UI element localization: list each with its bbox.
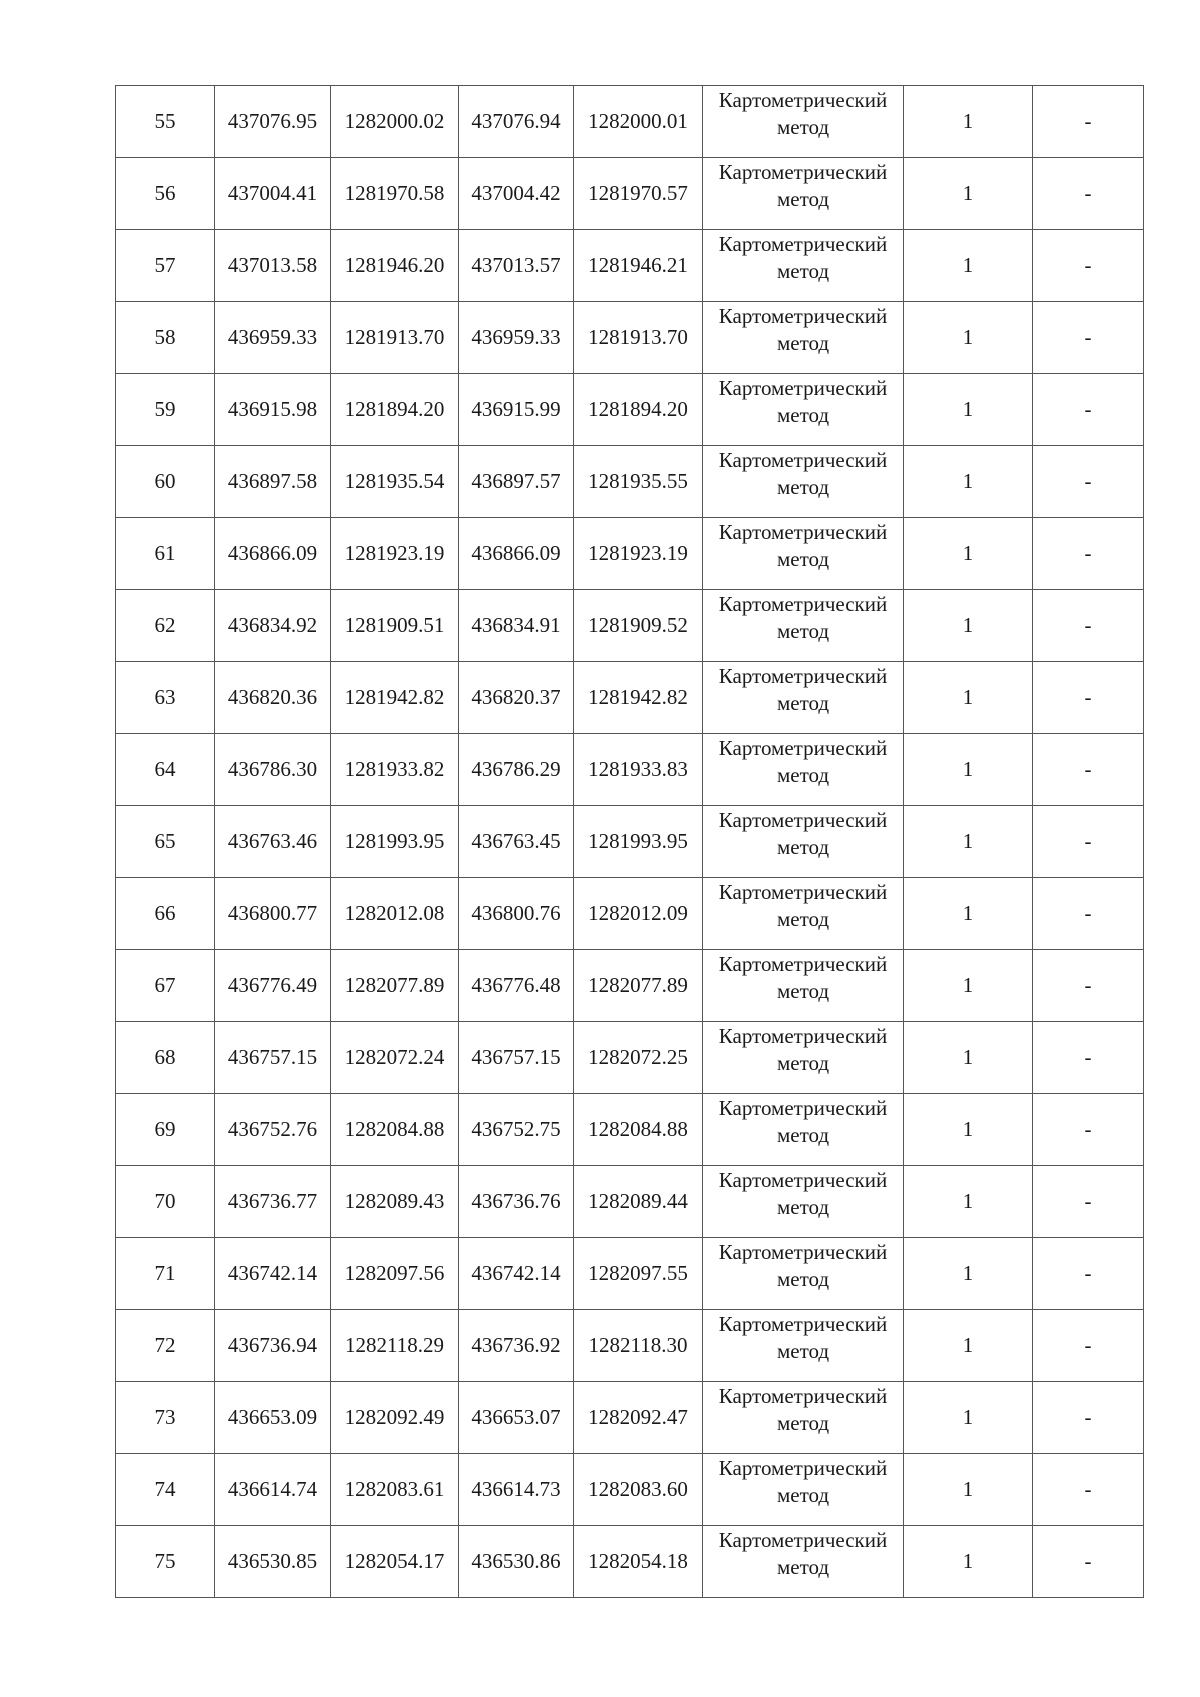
- refined-x-cell: 437013.57: [459, 230, 574, 302]
- table-row: [116, 374, 1144, 446]
- refined-y-cell: 1282092.47: [574, 1382, 703, 1454]
- method-cell: [703, 302, 904, 374]
- method-text-line2: метод: [776, 259, 830, 283]
- method-cell: [703, 518, 904, 590]
- note-cell: -: [1033, 878, 1144, 950]
- refined-x-cell: 436959.33: [459, 302, 574, 374]
- accuracy-cell: 1: [904, 230, 1033, 302]
- method-cell: [703, 158, 904, 230]
- point-number-cell: 73: [116, 1382, 215, 1454]
- point-number-cell: 65: [116, 806, 215, 878]
- table-row: [116, 230, 1144, 302]
- point-number-cell: 62: [116, 590, 215, 662]
- refined-x-cell: 436776.48: [459, 950, 574, 1022]
- refined-x-cell: 436742.14: [459, 1238, 574, 1310]
- existing-y-cell: 1282118.29: [331, 1310, 459, 1382]
- method-text-line1: Картометрический: [718, 880, 888, 904]
- accuracy-cell: 1: [904, 1526, 1033, 1598]
- method-text-line2: метод: [776, 907, 830, 931]
- method-text-line2: метод: [776, 835, 830, 859]
- method-text-line1: Картометрический: [718, 520, 888, 544]
- point-number-cell: 66: [116, 878, 215, 950]
- existing-y-cell: 1282089.43: [331, 1166, 459, 1238]
- existing-x-cell: 437076.95: [215, 86, 331, 158]
- method-text-line2: метод: [776, 1339, 830, 1363]
- accuracy-cell: 1: [904, 302, 1033, 374]
- method-text-line1: Картометрический: [718, 1384, 888, 1408]
- existing-y-cell: 1282084.88: [331, 1094, 459, 1166]
- note-cell: -: [1033, 1310, 1144, 1382]
- point-number-cell: 61: [116, 518, 215, 590]
- method-cell: [703, 1310, 904, 1382]
- refined-y-cell: 1282012.09: [574, 878, 703, 950]
- refined-x-cell: 436752.75: [459, 1094, 574, 1166]
- refined-x-cell: 436757.15: [459, 1022, 574, 1094]
- refined-y-cell: 1282083.60: [574, 1454, 703, 1526]
- note-cell: -: [1033, 86, 1144, 158]
- table-row: [116, 1382, 1144, 1454]
- note-cell: -: [1033, 446, 1144, 518]
- existing-y-cell: 1281909.51: [331, 590, 459, 662]
- refined-x-cell: 436614.73: [459, 1454, 574, 1526]
- method-text-line2: метод: [776, 403, 830, 427]
- method-cell: [703, 230, 904, 302]
- accuracy-cell: 1: [904, 734, 1033, 806]
- existing-x-cell: 436834.92: [215, 590, 331, 662]
- method-text-line2: метод: [776, 187, 830, 211]
- point-number-cell: 60: [116, 446, 215, 518]
- method-text-line1: Картометрический: [718, 592, 888, 616]
- existing-y-cell: 1282077.89: [331, 950, 459, 1022]
- table-body: [116, 86, 1144, 1598]
- accuracy-cell: 1: [904, 806, 1033, 878]
- accuracy-cell: 1: [904, 1310, 1033, 1382]
- method-cell: [703, 734, 904, 806]
- existing-y-cell: 1281933.82: [331, 734, 459, 806]
- existing-y-cell: 1281923.19: [331, 518, 459, 590]
- note-cell: -: [1033, 230, 1144, 302]
- point-number-cell: 56: [116, 158, 215, 230]
- existing-x-cell: 436897.58: [215, 446, 331, 518]
- refined-y-cell: 1282072.25: [574, 1022, 703, 1094]
- table-row: [116, 1238, 1144, 1310]
- refined-y-cell: 1282118.30: [574, 1310, 703, 1382]
- method-cell: [703, 1166, 904, 1238]
- method-text-line1: Картометрический: [718, 1096, 888, 1120]
- method-text-line1: Картометрический: [718, 1528, 888, 1552]
- existing-x-cell: 436959.33: [215, 302, 331, 374]
- method-text-line1: Картометрический: [718, 664, 888, 688]
- method-cell: [703, 590, 904, 662]
- accuracy-cell: 1: [904, 86, 1033, 158]
- note-cell: -: [1033, 302, 1144, 374]
- refined-x-cell: 436653.07: [459, 1382, 574, 1454]
- table-row: [116, 878, 1144, 950]
- existing-x-cell: 436776.49: [215, 950, 331, 1022]
- existing-y-cell: 1281946.20: [331, 230, 459, 302]
- method-text-line2: метод: [776, 1483, 830, 1507]
- table-row: [116, 590, 1144, 662]
- note-cell: -: [1033, 374, 1144, 446]
- table-row: [116, 806, 1144, 878]
- existing-x-cell: 436653.09: [215, 1382, 331, 1454]
- method-cell: [703, 1454, 904, 1526]
- method-cell: [703, 374, 904, 446]
- existing-y-cell: 1281894.20: [331, 374, 459, 446]
- point-number-cell: 74: [116, 1454, 215, 1526]
- refined-y-cell: 1282084.88: [574, 1094, 703, 1166]
- refined-y-cell: 1281970.57: [574, 158, 703, 230]
- point-number-cell: 64: [116, 734, 215, 806]
- point-number-cell: 59: [116, 374, 215, 446]
- refined-y-cell: 1282077.89: [574, 950, 703, 1022]
- existing-x-cell: 436757.15: [215, 1022, 331, 1094]
- method-text-line2: метод: [776, 1123, 830, 1147]
- accuracy-cell: 1: [904, 590, 1033, 662]
- refined-y-cell: 1281935.55: [574, 446, 703, 518]
- method-cell: [703, 1094, 904, 1166]
- method-text-line1: Картометрический: [718, 1024, 888, 1048]
- refined-x-cell: 437076.94: [459, 86, 574, 158]
- existing-x-cell: 436820.36: [215, 662, 331, 734]
- note-cell: -: [1033, 662, 1144, 734]
- refined-x-cell: 436530.86: [459, 1526, 574, 1598]
- refined-y-cell: 1281933.83: [574, 734, 703, 806]
- refined-x-cell: 436915.99: [459, 374, 574, 446]
- method-text-line2: метод: [776, 1195, 830, 1219]
- existing-x-cell: 436736.94: [215, 1310, 331, 1382]
- table-row: [116, 1310, 1144, 1382]
- method-text-line1: Картометрический: [718, 88, 888, 112]
- method-text-line1: Картометрический: [718, 1240, 888, 1264]
- point-number-cell: 70: [116, 1166, 215, 1238]
- note-cell: -: [1033, 590, 1144, 662]
- refined-x-cell: 436897.57: [459, 446, 574, 518]
- table-row: [116, 1022, 1144, 1094]
- existing-x-cell: 437013.58: [215, 230, 331, 302]
- existing-x-cell: 436800.77: [215, 878, 331, 950]
- method-text-line2: метод: [776, 979, 830, 1003]
- point-number-cell: 55: [116, 86, 215, 158]
- method-text-line2: метод: [776, 619, 830, 643]
- table-row: [116, 950, 1144, 1022]
- table-row: [116, 1454, 1144, 1526]
- method-text-line1: Картометрический: [718, 736, 888, 760]
- accuracy-cell: 1: [904, 1382, 1033, 1454]
- point-number-cell: 75: [116, 1526, 215, 1598]
- method-text-line1: Картометрический: [718, 952, 888, 976]
- accuracy-cell: 1: [904, 374, 1033, 446]
- accuracy-cell: 1: [904, 878, 1033, 950]
- note-cell: -: [1033, 734, 1144, 806]
- refined-y-cell: 1282054.18: [574, 1526, 703, 1598]
- method-text-line2: метод: [776, 1267, 830, 1291]
- coordinates-table: [115, 85, 1144, 1598]
- method-text-line1: Картометрический: [718, 1456, 888, 1480]
- note-cell: -: [1033, 1166, 1144, 1238]
- method-text-line1: Картометрический: [718, 160, 888, 184]
- method-text-line1: Картометрический: [718, 448, 888, 472]
- table-row: [116, 1166, 1144, 1238]
- existing-x-cell: 436752.76: [215, 1094, 331, 1166]
- method-cell: [703, 1526, 904, 1598]
- accuracy-cell: 1: [904, 1094, 1033, 1166]
- existing-x-cell: 436866.09: [215, 518, 331, 590]
- method-text-line1: Картометрический: [718, 304, 888, 328]
- method-text-line2: метод: [776, 115, 830, 139]
- refined-y-cell: 1281993.95: [574, 806, 703, 878]
- existing-x-cell: 436786.30: [215, 734, 331, 806]
- existing-y-cell: 1281935.54: [331, 446, 459, 518]
- method-text-line2: метод: [776, 763, 830, 787]
- method-text-line1: Картометрический: [718, 1312, 888, 1336]
- refined-y-cell: 1281913.70: [574, 302, 703, 374]
- table-row: [116, 86, 1144, 158]
- refined-x-cell: 436786.29: [459, 734, 574, 806]
- refined-x-cell: 436820.37: [459, 662, 574, 734]
- existing-y-cell: 1281993.95: [331, 806, 459, 878]
- note-cell: -: [1033, 1382, 1144, 1454]
- existing-y-cell: 1281942.82: [331, 662, 459, 734]
- method-text-line2: метод: [776, 475, 830, 499]
- table-row: [116, 662, 1144, 734]
- method-text-line1: Картометрический: [718, 376, 888, 400]
- refined-y-cell: 1281909.52: [574, 590, 703, 662]
- point-number-cell: 72: [116, 1310, 215, 1382]
- method-cell: [703, 662, 904, 734]
- accuracy-cell: 1: [904, 1166, 1033, 1238]
- accuracy-cell: 1: [904, 518, 1033, 590]
- point-number-cell: 57: [116, 230, 215, 302]
- note-cell: -: [1033, 950, 1144, 1022]
- point-number-cell: 71: [116, 1238, 215, 1310]
- refined-x-cell: 436866.09: [459, 518, 574, 590]
- method-text-line2: метод: [776, 1051, 830, 1075]
- point-number-cell: 67: [116, 950, 215, 1022]
- existing-x-cell: 436763.46: [215, 806, 331, 878]
- refined-x-cell: 436800.76: [459, 878, 574, 950]
- table-row: [116, 1526, 1144, 1598]
- method-cell: [703, 1238, 904, 1310]
- refined-y-cell: 1281946.21: [574, 230, 703, 302]
- existing-y-cell: 1282097.56: [331, 1238, 459, 1310]
- refined-y-cell: 1281942.82: [574, 662, 703, 734]
- table-row: [116, 518, 1144, 590]
- refined-y-cell: 1282097.55: [574, 1238, 703, 1310]
- method-text-line2: метод: [776, 331, 830, 355]
- refined-y-cell: 1281923.19: [574, 518, 703, 590]
- accuracy-cell: 1: [904, 158, 1033, 230]
- method-text-line1: Картометрический: [718, 808, 888, 832]
- method-text-line2: метод: [776, 691, 830, 715]
- point-number-cell: 68: [116, 1022, 215, 1094]
- accuracy-cell: 1: [904, 1454, 1033, 1526]
- note-cell: -: [1033, 158, 1144, 230]
- note-cell: -: [1033, 1238, 1144, 1310]
- table-row: [116, 1094, 1144, 1166]
- method-cell: [703, 950, 904, 1022]
- existing-x-cell: 437004.41: [215, 158, 331, 230]
- note-cell: -: [1033, 1526, 1144, 1598]
- method-cell: [703, 86, 904, 158]
- method-text-line2: метод: [776, 1411, 830, 1435]
- existing-y-cell: 1282054.17: [331, 1526, 459, 1598]
- method-cell: [703, 446, 904, 518]
- method-cell: [703, 1022, 904, 1094]
- table-row: [116, 734, 1144, 806]
- refined-x-cell: 436763.45: [459, 806, 574, 878]
- table-row: [116, 158, 1144, 230]
- existing-x-cell: 436742.14: [215, 1238, 331, 1310]
- point-number-cell: 69: [116, 1094, 215, 1166]
- table-row: [116, 302, 1144, 374]
- note-cell: -: [1033, 806, 1144, 878]
- method-text-line1: Картометрический: [718, 232, 888, 256]
- existing-y-cell: 1282072.24: [331, 1022, 459, 1094]
- refined-y-cell: 1282089.44: [574, 1166, 703, 1238]
- existing-x-cell: 436915.98: [215, 374, 331, 446]
- refined-x-cell: 436834.91: [459, 590, 574, 662]
- accuracy-cell: 1: [904, 446, 1033, 518]
- method-text-line2: метод: [776, 547, 830, 571]
- existing-y-cell: 1281913.70: [331, 302, 459, 374]
- existing-y-cell: 1282000.02: [331, 86, 459, 158]
- accuracy-cell: 1: [904, 950, 1033, 1022]
- method-text-line1: Картометрический: [718, 1168, 888, 1192]
- note-cell: -: [1033, 1094, 1144, 1166]
- note-cell: -: [1033, 1022, 1144, 1094]
- method-cell: [703, 878, 904, 950]
- method-cell: [703, 806, 904, 878]
- point-number-cell: 58: [116, 302, 215, 374]
- refined-x-cell: 436736.92: [459, 1310, 574, 1382]
- accuracy-cell: 1: [904, 1238, 1033, 1310]
- existing-y-cell: 1282083.61: [331, 1454, 459, 1526]
- existing-y-cell: 1282012.08: [331, 878, 459, 950]
- refined-x-cell: 437004.42: [459, 158, 574, 230]
- existing-y-cell: 1282092.49: [331, 1382, 459, 1454]
- existing-x-cell: 436614.74: [215, 1454, 331, 1526]
- refined-x-cell: 436736.76: [459, 1166, 574, 1238]
- table-row: [116, 446, 1144, 518]
- existing-y-cell: 1281970.58: [331, 158, 459, 230]
- existing-x-cell: 436530.85: [215, 1526, 331, 1598]
- existing-x-cell: 436736.77: [215, 1166, 331, 1238]
- point-number-cell: 63: [116, 662, 215, 734]
- refined-y-cell: 1282000.01: [574, 86, 703, 158]
- note-cell: -: [1033, 518, 1144, 590]
- refined-y-cell: 1281894.20: [574, 374, 703, 446]
- method-cell: [703, 1382, 904, 1454]
- note-cell: -: [1033, 1454, 1144, 1526]
- accuracy-cell: 1: [904, 1022, 1033, 1094]
- accuracy-cell: 1: [904, 662, 1033, 734]
- method-text-line2: метод: [776, 1555, 830, 1579]
